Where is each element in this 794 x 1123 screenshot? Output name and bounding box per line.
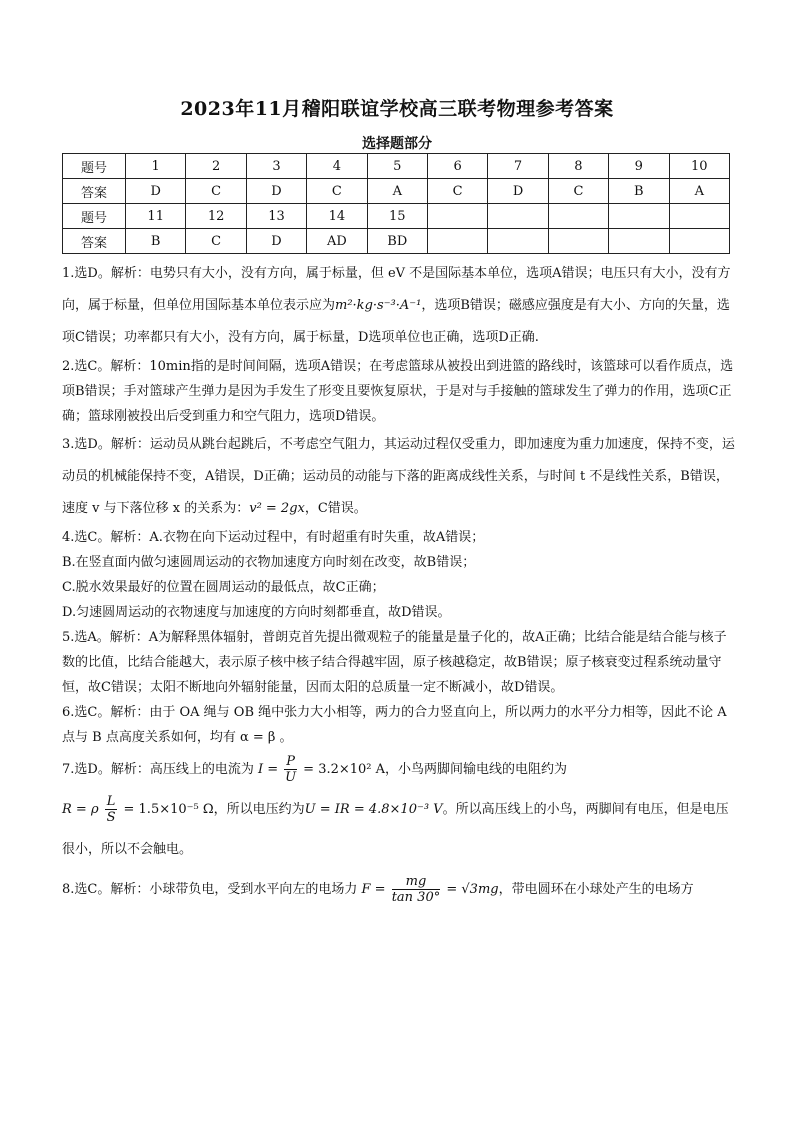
- answer-cell: A: [669, 179, 729, 204]
- row-label: 题号: [63, 204, 126, 229]
- fraction: $\frac{L}{S}$: [106, 794, 116, 825]
- answer-table: [62, 153, 730, 254]
- explanation-q4-line: D.匀速圆周运动的衣物速度与加速度的方向时刻都垂直，故D错误。: [62, 605, 451, 620]
- answer-cell: C: [186, 229, 246, 254]
- table-row: [63, 229, 730, 254]
- answer-cell: [669, 229, 729, 254]
- table-row: [63, 179, 730, 204]
- answer-cell: C: [427, 179, 487, 204]
- table-row: [63, 204, 730, 229]
- answer-cell: C: [548, 179, 608, 204]
- explanation-q4-line: B.在竖直面内做匀速圆周运动的衣物加速度方向时刻在改变，故B错误；: [62, 555, 476, 570]
- answer-cell: D: [246, 179, 306, 204]
- question-number: [488, 204, 548, 229]
- question-number: [609, 204, 669, 229]
- row-label: 答案: [63, 179, 126, 204]
- answer-cell: B: [609, 179, 669, 204]
- section-title: 选择题部分: [362, 136, 432, 152]
- explanation-q8: 8.选C。解析：小球带负电，受到水平向左的电场力 F = $\frac{mg}{\tan 30^\circ}$ = √3mg，带电圆环在小球处产生的电场方: [62, 874, 694, 905]
- question-number: 10: [669, 154, 729, 179]
- question-number: [427, 204, 487, 229]
- question-number: 6: [427, 154, 487, 179]
- explanation-q4-line: C.脱水效果最好的位置在圆周运动的最低点，故C正确；: [62, 580, 385, 595]
- explanations: [62, 258, 738, 910]
- question-number: 12: [186, 204, 246, 229]
- answer-cell: BD: [367, 229, 427, 254]
- fraction: $\frac{P}{U}$: [285, 754, 297, 785]
- row-label: 答案: [63, 229, 126, 254]
- question-number: 1: [126, 154, 186, 179]
- question-number: 3: [246, 154, 306, 179]
- answer-cell: D: [488, 179, 548, 204]
- equation: v² = 2gx: [249, 501, 305, 516]
- question-number: 4: [307, 154, 367, 179]
- question-number: 11: [126, 204, 186, 229]
- answer-cell: D: [246, 229, 306, 254]
- answer-cell: [427, 229, 487, 254]
- answer-cell: C: [307, 179, 367, 204]
- answer-cell: AD: [307, 229, 367, 254]
- explanation-q1: 1.选D。解析：电势只有大小，没有方向，属于标量，但 eV 不是国际基本单位，选项A错误；电压只有大小，没有方向，属于标量，但单位用国际基本单位表示应为m²·kg·s⁻³·A⁻¹，选项B错误；磁感应强度是有大小、方向的矢量，选项C错误；功率都只有大小，没有方向，属于标量，D选项单位也正确，选项D正确.: [62, 266, 731, 345]
- question-number: 8: [548, 154, 608, 179]
- answer-cell: [488, 229, 548, 254]
- answer-cell: B: [126, 229, 186, 254]
- question-number: [548, 204, 608, 229]
- explanation-q5: 5.选A。解析：A为解释黑体辐射，普朗克首先提出微观粒子的能量是量子化的，故A正确；比结合能是结合能与核子数的比值，比结合能越大，表示原子核中核子结合得越牢固，原子核越稳定，故B错误；原子核衰变过程系统动量守恒，故C错误；太阳不断地向外辐射能量，因而太阳的总质量一定不断减小，故D错误。: [62, 630, 727, 695]
- question-number: 7: [488, 154, 548, 179]
- unit-expression: m²·kg·s⁻³·A⁻¹: [335, 298, 422, 313]
- question-number: 2: [186, 154, 246, 179]
- explanation-q3: 3.选D。解析：运动员从跳台起跳后，不考虑空气阻力，其运动过程仅受重力，即加速度为重力加速度，保持不变，运动员的机械能保持不变，A错误，D正确；运动员的动能与下落的距离成线性关系，与时间 t 不是线性关系，B错误，速度 v 与下落位移 x 的关系为：v² = 2gx，C错误。: [62, 437, 735, 516]
- explanation-q2: 2.选C。解析：10min指的是时间间隔，选项A错误；在考虑篮球从被投出到进篮的路线时，该篮球可以看作质点，选项B错误；手对篮球产生弹力是因为手发生了形变且要恢复原状，于是对与手接触的篮球发生了弹力的作用，选项C正确；篮球刚被投出后受到重力和空气阻力，选项D错误。: [62, 359, 734, 424]
- row-label: 题号: [63, 154, 126, 179]
- answer-cell: [548, 229, 608, 254]
- question-number: 13: [246, 204, 306, 229]
- question-number: 15: [367, 204, 427, 229]
- explanation-q4-line: 4.选C。解析：A.衣物在向下运动过程中，有时超重有时失重，故A错误；: [62, 530, 485, 545]
- fraction: $\frac{mg}{\tan 30^\circ}$: [391, 874, 441, 905]
- page-title: 2023年11月稽阳联谊学校高三联考物理参考答案: [180, 98, 614, 120]
- explanation-q7: 7.选D。解析：高压线上的电流为 I = $\frac{P}{U}$ = 3.2×10² A，小鸟两脚间输电线的电阻约为 R = ρ $\frac{L}{S}$ = 1.5×10⁻⁵ Ω，所以电压约为U = IR = 4.8×10⁻³ V。所以高压线上的小鸟，两脚间有电压，但是电压很小，所以不会触电。: [62, 754, 729, 857]
- explanation-q6: 6.选C。解析：由于 OA 绳与 OB 绳中张力大小相等，两力的合力竖直向上，所以两力的水平分力相等，因此不论 A 点与 B 点高度关系如何，均有 α = β 。: [62, 705, 727, 745]
- question-number: 9: [609, 154, 669, 179]
- question-number: 14: [307, 204, 367, 229]
- question-number: 5: [367, 154, 427, 179]
- answer-cell: [609, 229, 669, 254]
- answer-cell: D: [126, 179, 186, 204]
- answer-cell: A: [367, 179, 427, 204]
- question-number: [669, 204, 729, 229]
- answer-cell: C: [186, 179, 246, 204]
- table-row: [63, 154, 730, 179]
